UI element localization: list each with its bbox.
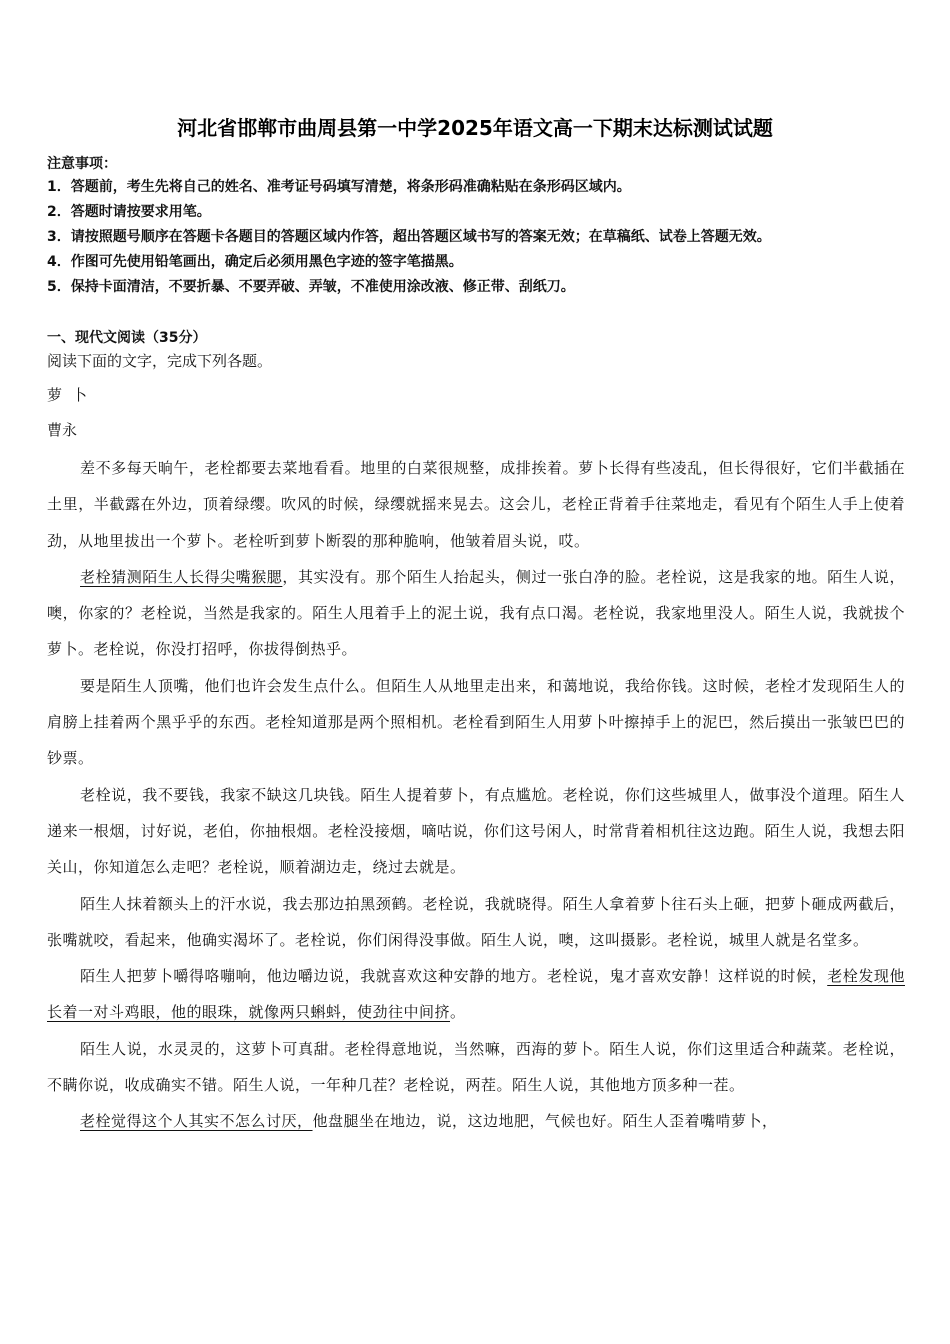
paragraph: 差不多每天晌午，老栓都要去菜地看看。地里的白菜很规整，成排挨着。萝卜长得有些凌乱，但长得很好，它们半截插在土里，半截露在外边，顶着绿缨。吹风的时候，绿缨就摇来晃去。这会儿，老栓正背着手往菜地走，看见有个陌生人手上使着劲，从地里拔出一个萝卜。老栓听到萝卜断裂的那种脆响，他皱着眉头说，哎。 xyxy=(47,459,905,550)
notice-item: 5．保持卡面清洁，不要折暴、不要弄破、弄皱，不准使用涂改液、修正带、刮纸刀。 xyxy=(47,279,575,295)
paragraph xyxy=(47,1103,905,1139)
paragraph-text: 陌生人把萝卜嚼得咯嘣响，他边嚼边说，我就喜欢这种安静的地方。老栓说，鬼才喜欢安静！这样说的时候， xyxy=(80,967,828,986)
exam-title: 河北省邯郸市曲周县第一中学2025年语文高一下期末达标测试试题 xyxy=(177,116,773,140)
section-intro: 阅读下面的文字，完成下列各题。 xyxy=(47,352,273,370)
notice-item: 1．答题前，考生先将自己的姓名、准考证号码填写清楚，将条形码准确粘贴在条形码区域内。 xyxy=(47,179,631,195)
passage-author: 曹永 xyxy=(47,421,78,439)
paragraph: 老栓说，我不要钱，我家不缺这几块钱。陌生人提着萝卜，有点尴尬。老栓说，你们这些城里人，做事没个道理。陌生人递来一根烟，讨好说，老伯，你抽根烟。老栓没接烟，嘀咕说，你们这号闲人，时常背着相机往这边跑。陌生人说，我想去阳关山，你知道怎么走吧？老栓说，顺着湖边走，绕过去就是。 xyxy=(47,785,905,877)
notice-item: 3．请按照题号顺序在答题卡各题目的答题区域内作答，超出答题区域书写的答案无效；在草稿纸、试卷上答题无效。 xyxy=(47,229,771,245)
paragraph-text: 。 xyxy=(450,1003,466,1022)
paragraph-text: 他盘腿坐在地边，说，这边地肥，气候也好。陌生人歪着嘴啃萝卜， xyxy=(312,1112,778,1131)
underlined-sentence: 老栓觉得这个人其实不怎么讨厌， xyxy=(80,1112,313,1131)
paragraph-text: ，其实没有。那个陌生人抬起头，侧过一张白净的脸。老栓说，这是我家的地。陌生人说，噢，你家的？老栓说，当然是我家的。陌生人甩着手上的泥土说，我有点口渴。老栓说，我家地里没人。陌生人说，我就拔个萝卜。老栓说，你没打招呼，你拔得倒热乎。 xyxy=(47,567,905,659)
notice-heading: 注意事项： xyxy=(47,156,117,172)
notice-item: 2．答题时请按要求用笔。 xyxy=(47,204,211,220)
section-heading: 一、现代文阅读（35分） xyxy=(47,330,207,346)
passage-title: 萝卜 xyxy=(47,386,98,404)
passage-body xyxy=(47,450,905,1140)
paragraph xyxy=(47,559,905,668)
paragraph: 要是陌生人顶嘴，他们也许会发生点什么。但陌生人从地里走出来，和蔼地说，我给你钱。这时候，老栓才发现陌生人的肩膀上挂着两个黑乎乎的东西。老栓知道那是两个照相机。老栓看到陌生人用萝卜叶擦掉手上的泥巴，然后摸出一张皱巴巴的钞票。 xyxy=(47,676,905,768)
notice-item: 4．作图可先使用铅笔画出，确定后必须用黑色字迹的签字笔描黑。 xyxy=(47,254,463,270)
paragraph xyxy=(47,958,905,1031)
notice-list xyxy=(47,178,917,303)
underlined-sentence: 老栓猜测陌生人长得尖嘴猴腮 xyxy=(80,567,283,586)
underlined-sentence: 老栓发现他长着一对斗鸡眼，他的眼珠，就像两只蝌蚪，使劲往中间挤 xyxy=(47,967,905,1022)
paragraph: 陌生人说，水灵灵的，这萝卜可真甜。老栓得意地说，当然嘛，西海的萝卜。陌生人说，你们这里适合种蔬菜。老栓说，不瞒你说，收成确实不错。陌生人说，一年种几茬？老栓说，两茬。陌生人说，其他地方顶多种一茬。 xyxy=(47,1039,905,1095)
paragraph: 陌生人抹着额头上的汗水说，我去那边拍黑颈鹤。老栓说，我就晓得。陌生人拿着萝卜往石头上砸，把萝卜砸成两截后，张嘴就咬，看起来，他确实渴坏了。老栓说，你们闲得没事做。陌生人说，噢，这叫摄影。老栓说，城里人就是名堂多。 xyxy=(47,894,905,949)
